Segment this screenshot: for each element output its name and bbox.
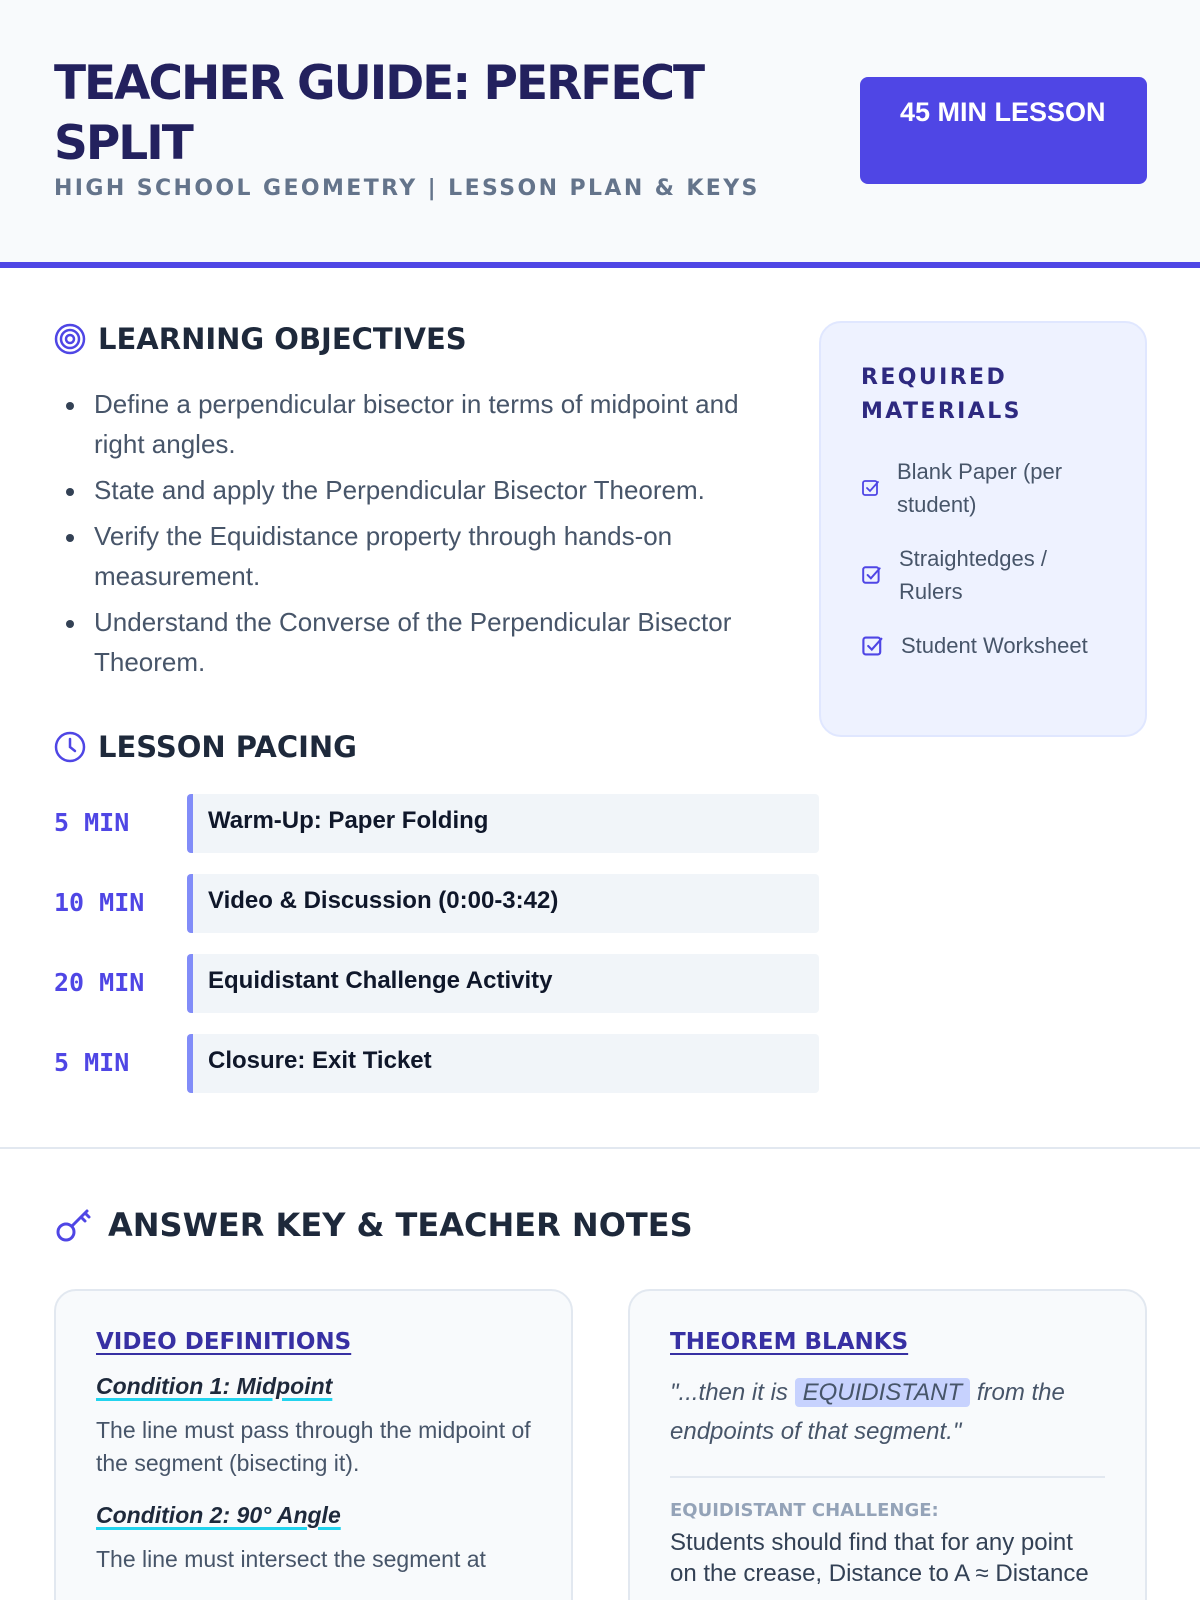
condition-title: Condition 1: Midpoint xyxy=(96,1373,333,1399)
highlighted-answer: EQUIDISTANT xyxy=(795,1378,971,1407)
key-icon xyxy=(54,1206,92,1244)
condition-text: The line must intersect the segment at xyxy=(96,1546,486,1572)
target-icon xyxy=(54,323,86,355)
card-divider xyxy=(670,1476,1105,1478)
materials-item xyxy=(861,455,1105,521)
page-subtitle: HIGH SCHOOL GEOMETRY | LESSON PLAN & KEYS xyxy=(54,176,760,201)
video-definitions-title: VIDEO DEFINITIONS xyxy=(96,1329,352,1355)
page-title: TEACHER GUIDE: PERFECT SPLIT xyxy=(54,56,704,171)
answer-key-heading-label: ANSWER KEY & TEACHER NOTES xyxy=(108,1206,693,1244)
pacing-time: 20 MIN xyxy=(54,968,145,997)
materials-heading: REQUIRED MATERIALS xyxy=(861,365,1022,424)
answer-key-heading xyxy=(54,1206,693,1244)
list-item: Understand the Converse of the Perpendicular Bisector Theorem. xyxy=(66,602,766,682)
pacing-row xyxy=(54,1034,766,1114)
pacing-row xyxy=(54,794,766,874)
challenge-text: Students should find that for any point on the crease, Distance to A ≈ Distance xyxy=(670,1529,1089,1587)
list-item: Verify the Equidistance property through hands-on measurement. xyxy=(66,516,766,596)
materials-item-label: Blank Paper (per student) xyxy=(897,459,1063,517)
condition-text: The line must pass through the midpoint of the segment (bisecting it). xyxy=(96,1417,531,1476)
pacing-activity: Equidistant Challenge Activity xyxy=(187,954,819,1013)
pacing-row xyxy=(54,954,766,1034)
materials-card xyxy=(819,321,1147,737)
checkbox-icon xyxy=(861,564,883,586)
theorem-blanks-card xyxy=(628,1289,1147,1600)
pacing-activity: Closure: Exit Ticket xyxy=(187,1034,819,1093)
checkbox-icon xyxy=(861,478,881,498)
quote-start: "...then it is xyxy=(670,1379,788,1406)
objectives-heading xyxy=(54,322,467,356)
pacing-time: 5 MIN xyxy=(54,808,130,837)
pacing-time: 10 MIN xyxy=(54,888,145,917)
condition-title: Condition 2: 90° Angle xyxy=(96,1502,341,1528)
list-item: Define a perpendicular bisector in terms of midpoint and right angles. xyxy=(66,384,766,464)
list-item: State and apply the Perpendicular Bisector Theorem. xyxy=(66,470,766,510)
page-header xyxy=(0,0,1200,268)
quote-end: from the endpoints of that segment." xyxy=(670,1379,1065,1445)
objectives-list xyxy=(66,384,766,688)
objectives-heading-label: LEARNING OBJECTIVES xyxy=(98,322,467,356)
pacing-heading xyxy=(54,730,357,764)
pacing-heading-label: LESSON PACING xyxy=(98,730,357,764)
checkbox-icon xyxy=(861,634,885,658)
pacing-time: 5 MIN xyxy=(54,1048,130,1077)
materials-item-label: Student Worksheet xyxy=(901,633,1088,658)
pacing-timeline xyxy=(54,794,766,1114)
video-definitions-card xyxy=(54,1289,573,1600)
pacing-activity: Video & Discussion (0:00-3:42) xyxy=(187,874,819,933)
pacing-row xyxy=(54,874,766,954)
theorem-quote xyxy=(670,1373,1105,1451)
duration-badge: 45 MIN LESSON xyxy=(860,77,1147,184)
section-divider xyxy=(0,1147,1200,1149)
challenge-label: EQUIDISTANT CHALLENGE: xyxy=(670,1500,939,1521)
theorem-blanks-title: THEOREM BLANKS xyxy=(670,1329,909,1355)
clock-icon xyxy=(54,731,86,763)
pacing-activity: Warm-Up: Paper Folding xyxy=(187,794,819,853)
materials-item-label: Straightedges / Rulers xyxy=(899,546,1047,604)
materials-item xyxy=(861,629,1105,662)
materials-item xyxy=(861,542,1105,608)
